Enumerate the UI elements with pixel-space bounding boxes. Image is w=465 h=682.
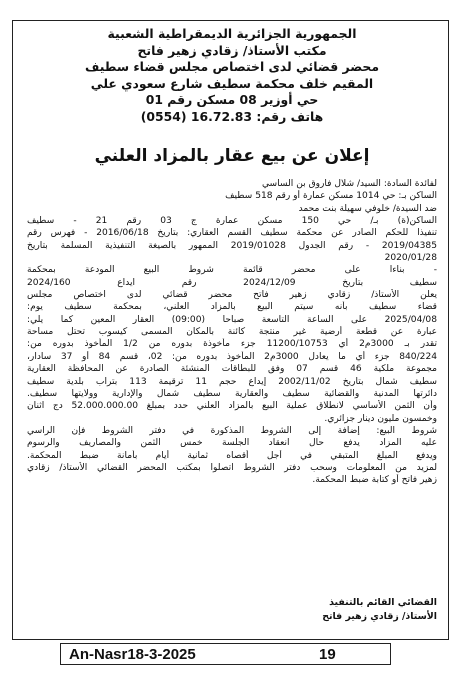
signature-block — [322, 596, 437, 624]
body-line: 2019/04385 - رقم الجدول 2019/01028 الممهور بالصيغة التنفيذية المسلمة بتاريخ — [27, 240, 437, 251]
page-number: 19 — [319, 646, 336, 663]
body-line: ضد السيدة/ خلوفي سهيلة بنت محمد — [298, 203, 437, 214]
notice-title: إعلان عن بيع عقار بالمزاد العلني — [94, 146, 370, 166]
body-line: يعلن الأستاذ/ زقادي زهير فاتح محضر قضائي لدى اختصاص مجلس — [27, 290, 437, 301]
body-line: دائرتها المدنية والقضائية سطيف والعقارية سطيف شمال والإدارية وولايتها سطيف. — [27, 388, 437, 399]
body-line: وخمسون مليون دينار جزائري. — [324, 413, 437, 424]
body-line: تنفيذا للحكم الصادر عن محكمة سطيف القسم العقاري: بتاريخ 2016/06/18 - فهرس رقم — [27, 228, 437, 239]
body-line: الساكن(ة) بـ/ حي 150 مسكن عمارة ج 03 رقم 21 - سطيف — [27, 216, 437, 227]
header-republic: الجمهورية الجزائرية الديمقراطية الشعبية — [107, 26, 357, 41]
body-line: 2020/01/28 — [384, 253, 437, 264]
publication-date: An-Nasr18-3-2025 — [69, 646, 196, 663]
body-line: 840/224 جزء أي ما يعادل 3000م2 المأخوذ بدوره من: 02، قسم 84 أو 37 سادار، — [27, 351, 437, 362]
header-office: مكتب الأستاذ/ زقادي زهير فاتح — [137, 42, 327, 58]
body-line: 2025/04/08 على الساعة التاسعة صباحا (09:00) العقار المعين كما يلي: — [27, 314, 437, 325]
signature-role: القضائي القائم بالتنفيذ — [329, 597, 437, 608]
body-line: زهير فاتح أو كتابة ضبط المحكمة. — [312, 475, 437, 486]
body-line: مجموعة ملكية 46 قسم 07 وفق للبطاقات المنشئة الصادرة عن المحافظة العقارية — [27, 364, 437, 375]
body-line: سطيف شمال بتاريخ 2002/11/02 إيداع حجم 11 ترقيمة 113 بتراب بلدية سطيف — [27, 376, 437, 387]
body-line: عليه المزاد يدفع حال انعقاد الجلسة خمس الثمن والمصاريف والرسوم — [27, 438, 437, 449]
body-line: تقدر بـ 3000م2 أي 11200/10753 جزء مأخوذة بدوره من 1/2 المأخوذ بدوره من: — [27, 339, 437, 350]
header-district: حي أوزير 08 مسكن رقم 01 — [145, 92, 319, 108]
header-address: المقيم خلف محكمة سطيف شارع سعودي علي — [90, 75, 374, 91]
body-line: - بناءا على محضر قائمة شروط البيع المودعة بمحكمة — [27, 265, 437, 276]
signature-name: الأستاذ/ زقادي زهير فاتح — [322, 611, 437, 622]
document-header — [22, 26, 442, 126]
body-line: شروط البيع: إضافة إلى الشروط المذكورة في دفتر الشروط فإن الراسي — [27, 425, 437, 436]
body-line: وأن الثمن الأساسي لانطلاق عملية البيع بالمزاد العلني حدد بمبلغ 52.000.000.00 دج اثنان — [27, 401, 437, 412]
body-line: قضاء سطيف بأنه سيتم البيع بالمزاد العلني، بمحكمة سطيف يوم: — [27, 302, 437, 313]
publication-footer — [60, 643, 391, 665]
body-line: عبارة عن قطعة أرضية غير منتجة كائنة بالمكان المسمى كيسوب تحتل مساحة — [27, 327, 437, 338]
body-line: الساكن بـ: حي 1014 مسكن عمارة أو رقم 518 سطيف — [225, 191, 437, 202]
body-line: لفائدة السادة: السيد/ شلال فاروق بن الساسي — [261, 179, 437, 189]
header-role: محضر قضائي لدى اختصاص مجلس قضاء سطيف — [84, 59, 380, 75]
body-line: لمزيد من المعلومات وسحب دفتر الشروط اتصلوا بمكتب المحضر القضائي الأستاذ/ زقادي — [27, 462, 437, 473]
notice-body — [27, 178, 437, 487]
body-line: ويدفع المبلغ المتبقي في أجل أقصاه ثمانية أيام بأمانة ضبط المحكمة. — [27, 450, 437, 461]
body-line: سطيف بتاريخ 2024/12/09 رقم ايداع 2024/160 — [27, 277, 437, 288]
header-phone: هاتف رقم: 16.72.83 (0554) — [140, 108, 324, 124]
